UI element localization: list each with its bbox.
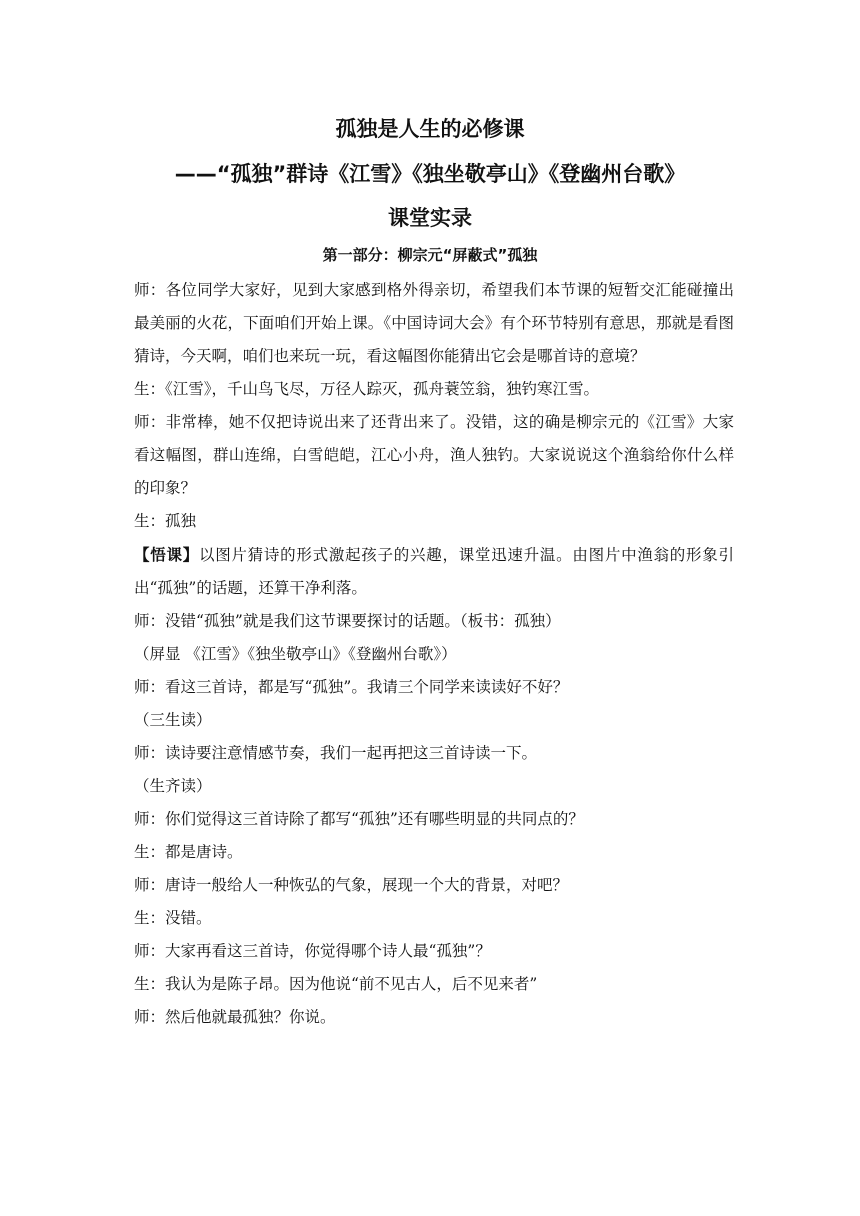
paragraph: 师：看这三首诗，都是写“孤独”。我请三个同学来读读好不好？	[134, 678, 569, 696]
paragraph: 师：唐诗一般给人一种恢弘的气象，展现一个大的背景，对吧？	[134, 876, 569, 894]
paragraph: 师：大家再看这三首诗，你觉得哪个诗人最“孤独”？	[134, 942, 491, 960]
paragraph: （三生读）	[134, 711, 212, 729]
document-body	[134, 274, 734, 1034]
section-heading: 第一部分：柳宗元“屏蔽式”孤独	[322, 246, 538, 264]
comment-tag: 【悟课】	[134, 545, 199, 564]
paragraph: 师：没错“孤独”就是我们这节课要探讨的话题。（板书：孤独）	[134, 612, 561, 630]
comment-text: 以图片猜诗的形式激起孩子的兴趣，课堂迅速升温。由图片中渔翁的形象引出“孤独”的话题，还算干净利落。	[134, 546, 734, 597]
paragraph: 师：各位同学大家好，见到大家感到格外得亲切，希望我们本节课的短暂交汇能碰撞出最美丽的火花，下面咱们开始上课。《中国诗词大会》有个环节特别有意思，那就是看图猜诗，今天啊，咱们也来玩一玩，看这幅图你能猜出它会是哪首诗的意境？	[134, 281, 734, 365]
comment-paragraph	[134, 538, 734, 605]
paragraph: 师：然后他就最孤独？你说。	[134, 1008, 336, 1026]
paragraph: （生齐读）	[134, 777, 212, 795]
paragraph: 师：非常棒，她不仅把诗说出来了还背出来了。没错，这的确是柳宗元的《江雪》大家看这幅图，群山连绵，白雪皑皑，江心小舟，渔人独钓。大家说说这个渔翁给你什么样的印象？	[134, 413, 734, 497]
paragraph: （屏显 《江雪》《独坐敬亭山》《登幽州台歌》）	[134, 645, 457, 663]
paragraph: 生：都是唐诗。	[134, 843, 243, 861]
paragraph: 生：我认为是陈子昂。因为他说“前不见古人，后不见来者”	[134, 975, 538, 993]
paragraph: 生：没错。	[134, 909, 212, 927]
document-subtitle-record: 课堂实录	[388, 206, 472, 230]
paragraph: 生：《江雪》，千山鸟飞尽，万径人踪灭，孤舟蓑笠翁，独钓寒江雪。	[134, 380, 600, 398]
document-subtitle: ——“孤独”群诗《江雪》《独坐敬亭山》《登幽州台歌》	[174, 162, 686, 186]
document-title: 孤独是人生的必修课	[335, 117, 525, 141]
paragraph: 师：你们觉得这三首诗除了都写“孤独”还有哪些明显的共同点的？	[134, 810, 584, 828]
paragraph: 师：读诗要注意情感节奏，我们一起再把这三首诗读一下。	[134, 744, 538, 762]
paragraph: 生：孤独	[134, 512, 197, 530]
